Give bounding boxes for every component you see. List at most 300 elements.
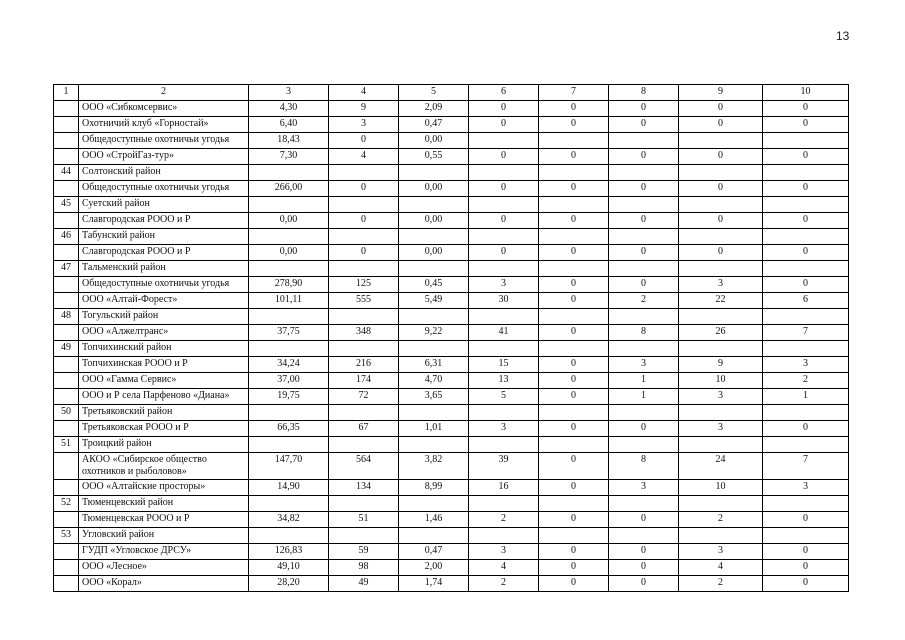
value-cell-col-10: 0 xyxy=(763,544,849,560)
value-cell-col-5: 1,46 xyxy=(399,512,469,528)
value-cell-col-9: 4 xyxy=(679,560,763,576)
value-cell-col-4: 0 xyxy=(329,133,399,149)
empty-cell xyxy=(249,405,329,421)
district-row xyxy=(54,261,849,277)
district-name: Угловский район xyxy=(79,528,249,544)
value-cell-col-7: 0 xyxy=(539,421,609,437)
row-number-cell xyxy=(54,181,79,197)
value-cell-col-8: 0 xyxy=(609,512,679,528)
value-cell-col-8: 0 xyxy=(609,149,679,165)
column-header-2: 2 xyxy=(79,85,249,101)
value-cell-col-9: 2 xyxy=(679,512,763,528)
row-number-cell xyxy=(54,453,79,480)
empty-cell xyxy=(609,496,679,512)
organization-name: Общедоступные охотничьи угодья xyxy=(79,277,249,293)
value-cell-col-10: 0 xyxy=(763,576,849,592)
empty-cell xyxy=(763,528,849,544)
value-cell-col-5: 5,49 xyxy=(399,293,469,309)
value-cell-col-6: 41 xyxy=(469,325,539,341)
value-cell-col-8: 0 xyxy=(609,245,679,261)
value-cell-col-5: 1,01 xyxy=(399,421,469,437)
table-row xyxy=(54,293,849,309)
value-cell-col-5: 0,47 xyxy=(399,544,469,560)
district-name: Тальменский район xyxy=(79,261,249,277)
value-cell-col-4: 49 xyxy=(329,576,399,592)
district-name: Троицкий район xyxy=(79,437,249,453)
empty-cell xyxy=(249,496,329,512)
table-row xyxy=(54,117,849,133)
table-row xyxy=(54,389,849,405)
value-cell-col-9 xyxy=(679,133,763,149)
row-number-cell xyxy=(54,560,79,576)
empty-cell xyxy=(469,405,539,421)
empty-cell xyxy=(329,496,399,512)
value-cell-col-5: 3,82 xyxy=(399,453,469,480)
value-cell-col-6: 4 xyxy=(469,560,539,576)
value-cell-col-10: 0 xyxy=(763,101,849,117)
value-cell-col-3: 147,70 xyxy=(249,453,329,480)
empty-cell xyxy=(679,197,763,213)
empty-cell xyxy=(763,165,849,181)
value-cell-col-6 xyxy=(469,133,539,149)
value-cell-col-5: 1,74 xyxy=(399,576,469,592)
value-cell-col-8: 0 xyxy=(609,117,679,133)
value-cell-col-3: 14,90 xyxy=(249,480,329,496)
row-number-cell xyxy=(54,277,79,293)
value-cell-col-3: 126,83 xyxy=(249,544,329,560)
value-cell-col-8: 2 xyxy=(609,293,679,309)
table-row xyxy=(54,544,849,560)
empty-cell xyxy=(763,496,849,512)
empty-cell xyxy=(539,309,609,325)
empty-cell xyxy=(399,341,469,357)
column-header-5: 5 xyxy=(399,85,469,101)
empty-cell xyxy=(329,165,399,181)
empty-cell xyxy=(329,437,399,453)
value-cell-col-4: 98 xyxy=(329,560,399,576)
district-row xyxy=(54,496,849,512)
district-number: 48 xyxy=(54,309,79,325)
organization-name: Охотничий клуб «Горностай» xyxy=(79,117,249,133)
organization-name: Третьяковская РООО и Р xyxy=(79,421,249,437)
value-cell-col-10: 6 xyxy=(763,293,849,309)
value-cell-col-4: 555 xyxy=(329,293,399,309)
column-header-8: 8 xyxy=(609,85,679,101)
value-cell-col-10: 0 xyxy=(763,181,849,197)
district-name: Суетский район xyxy=(79,197,249,213)
value-cell-col-7: 0 xyxy=(539,560,609,576)
value-cell-col-10 xyxy=(763,133,849,149)
column-header-4: 4 xyxy=(329,85,399,101)
value-cell-col-5: 0,00 xyxy=(399,133,469,149)
organization-name: ООО «Сибкомсервис» xyxy=(79,101,249,117)
district-number: 46 xyxy=(54,229,79,245)
district-name: Табунский район xyxy=(79,229,249,245)
value-cell-col-4: 72 xyxy=(329,389,399,405)
empty-cell xyxy=(399,229,469,245)
value-cell-col-9: 22 xyxy=(679,293,763,309)
value-cell-col-7: 0 xyxy=(539,277,609,293)
value-cell-col-8: 0 xyxy=(609,101,679,117)
empty-cell xyxy=(539,261,609,277)
empty-cell xyxy=(763,341,849,357)
row-number-cell xyxy=(54,389,79,405)
value-cell-col-9: 0 xyxy=(679,213,763,229)
empty-cell xyxy=(763,309,849,325)
row-number-cell xyxy=(54,213,79,229)
value-cell-col-9: 3 xyxy=(679,277,763,293)
value-cell-col-6: 30 xyxy=(469,293,539,309)
organization-name: Славгородская РООО и Р xyxy=(79,213,249,229)
value-cell-col-6: 39 xyxy=(469,453,539,480)
empty-cell xyxy=(399,405,469,421)
empty-cell xyxy=(249,197,329,213)
row-number-cell xyxy=(54,101,79,117)
value-cell-col-8: 8 xyxy=(609,453,679,480)
value-cell-col-10: 0 xyxy=(763,277,849,293)
empty-cell xyxy=(329,229,399,245)
value-cell-col-5: 9,22 xyxy=(399,325,469,341)
district-number: 47 xyxy=(54,261,79,277)
empty-cell xyxy=(399,309,469,325)
value-cell-col-7: 0 xyxy=(539,101,609,117)
table-row xyxy=(54,576,849,592)
value-cell-col-8: 1 xyxy=(609,373,679,389)
value-cell-col-9: 9 xyxy=(679,357,763,373)
row-number-cell xyxy=(54,325,79,341)
value-cell-col-3: 7,30 xyxy=(249,149,329,165)
value-cell-col-8: 8 xyxy=(609,325,679,341)
value-cell-col-5: 0,00 xyxy=(399,181,469,197)
value-cell-col-7: 0 xyxy=(539,149,609,165)
district-name: Третьяковский район xyxy=(79,405,249,421)
value-cell-col-5: 0,45 xyxy=(399,277,469,293)
value-cell-col-9: 3 xyxy=(679,544,763,560)
value-cell-col-4: 67 xyxy=(329,421,399,437)
empty-cell xyxy=(399,496,469,512)
empty-cell xyxy=(679,165,763,181)
empty-cell xyxy=(763,405,849,421)
empty-cell xyxy=(399,437,469,453)
empty-cell xyxy=(249,165,329,181)
value-cell-col-9: 2 xyxy=(679,576,763,592)
value-cell-col-3: 266,00 xyxy=(249,181,329,197)
value-cell-col-10: 3 xyxy=(763,480,849,496)
organization-name: Общедоступные охотничьи угодья xyxy=(79,133,249,149)
value-cell-col-5: 0,47 xyxy=(399,117,469,133)
value-cell-col-5: 0,55 xyxy=(399,149,469,165)
empty-cell xyxy=(249,309,329,325)
organization-name: Топчихинская РООО и Р xyxy=(79,357,249,373)
value-cell-col-5: 0,00 xyxy=(399,213,469,229)
empty-cell xyxy=(679,341,763,357)
value-cell-col-3: 28,20 xyxy=(249,576,329,592)
value-cell-col-8: 0 xyxy=(609,544,679,560)
row-number-cell xyxy=(54,373,79,389)
value-cell-col-6: 0 xyxy=(469,245,539,261)
value-cell-col-10: 0 xyxy=(763,149,849,165)
empty-cell xyxy=(609,405,679,421)
value-cell-col-4: 0 xyxy=(329,181,399,197)
empty-cell xyxy=(539,405,609,421)
empty-cell xyxy=(609,437,679,453)
district-row xyxy=(54,437,849,453)
empty-cell xyxy=(329,341,399,357)
value-cell-col-8: 0 xyxy=(609,421,679,437)
district-number: 50 xyxy=(54,405,79,421)
value-cell-col-9: 3 xyxy=(679,389,763,405)
value-cell-col-3: 0,00 xyxy=(249,213,329,229)
table-row xyxy=(54,357,849,373)
table-row xyxy=(54,213,849,229)
organization-name: ООО и Р села Парфеново «Диана» xyxy=(79,389,249,405)
value-cell-col-7: 0 xyxy=(539,576,609,592)
value-cell-col-7 xyxy=(539,133,609,149)
value-cell-col-7: 0 xyxy=(539,181,609,197)
organization-name: ООО «Алжелтранс» xyxy=(79,325,249,341)
empty-cell xyxy=(679,309,763,325)
value-cell-col-6: 0 xyxy=(469,117,539,133)
value-cell-col-7: 0 xyxy=(539,245,609,261)
value-cell-col-9: 0 xyxy=(679,117,763,133)
empty-cell xyxy=(539,197,609,213)
value-cell-col-7: 0 xyxy=(539,293,609,309)
empty-cell xyxy=(679,405,763,421)
empty-cell xyxy=(469,496,539,512)
value-cell-col-3: 34,82 xyxy=(249,512,329,528)
value-cell-col-10: 7 xyxy=(763,325,849,341)
table-row xyxy=(54,245,849,261)
table-row xyxy=(54,421,849,437)
district-name: Тюменцевский район xyxy=(79,496,249,512)
value-cell-col-7: 0 xyxy=(539,373,609,389)
value-cell-col-4: 51 xyxy=(329,512,399,528)
district-number: 45 xyxy=(54,197,79,213)
empty-cell xyxy=(679,437,763,453)
table-row xyxy=(54,453,849,480)
empty-cell xyxy=(329,309,399,325)
row-number-cell xyxy=(54,357,79,373)
value-cell-col-5: 6,31 xyxy=(399,357,469,373)
district-name: Солтонский район xyxy=(79,165,249,181)
value-cell-col-3: 0,00 xyxy=(249,245,329,261)
value-cell-col-10: 0 xyxy=(763,512,849,528)
empty-cell xyxy=(469,309,539,325)
empty-cell xyxy=(539,229,609,245)
empty-cell xyxy=(679,229,763,245)
value-cell-col-3: 37,00 xyxy=(249,373,329,389)
value-cell-col-8: 0 xyxy=(609,213,679,229)
value-cell-col-4: 0 xyxy=(329,213,399,229)
value-cell-col-6: 15 xyxy=(469,357,539,373)
empty-cell xyxy=(399,197,469,213)
column-header-1: 1 xyxy=(54,85,79,101)
value-cell-col-9: 26 xyxy=(679,325,763,341)
empty-cell xyxy=(469,437,539,453)
row-number-cell xyxy=(54,480,79,496)
value-cell-col-10: 3 xyxy=(763,357,849,373)
table-row xyxy=(54,560,849,576)
value-cell-col-8: 0 xyxy=(609,560,679,576)
row-number-cell xyxy=(54,576,79,592)
value-cell-col-9: 3 xyxy=(679,421,763,437)
empty-cell xyxy=(539,341,609,357)
row-number-cell xyxy=(54,512,79,528)
empty-cell xyxy=(539,528,609,544)
value-cell-col-5: 2,00 xyxy=(399,560,469,576)
value-cell-col-6: 0 xyxy=(469,181,539,197)
district-row xyxy=(54,405,849,421)
value-cell-col-4: 3 xyxy=(329,117,399,133)
empty-cell xyxy=(609,309,679,325)
value-cell-col-7: 0 xyxy=(539,512,609,528)
value-cell-col-8: 3 xyxy=(609,480,679,496)
value-cell-col-5: 0,00 xyxy=(399,245,469,261)
value-cell-col-7: 0 xyxy=(539,453,609,480)
empty-cell xyxy=(609,341,679,357)
value-cell-col-3: 34,24 xyxy=(249,357,329,373)
empty-cell xyxy=(249,528,329,544)
organization-name: Общедоступные охотничьи угодья xyxy=(79,181,249,197)
empty-cell xyxy=(469,229,539,245)
value-cell-col-9: 24 xyxy=(679,453,763,480)
empty-cell xyxy=(469,165,539,181)
value-cell-col-6: 2 xyxy=(469,512,539,528)
column-header-6: 6 xyxy=(469,85,539,101)
value-cell-col-9: 0 xyxy=(679,181,763,197)
value-cell-col-7: 0 xyxy=(539,213,609,229)
value-cell-col-10: 1 xyxy=(763,389,849,405)
empty-cell xyxy=(329,528,399,544)
value-cell-col-4: 4 xyxy=(329,149,399,165)
value-cell-col-6: 13 xyxy=(469,373,539,389)
value-cell-col-5: 8,99 xyxy=(399,480,469,496)
empty-cell xyxy=(399,261,469,277)
row-number-cell xyxy=(54,149,79,165)
value-cell-col-4: 216 xyxy=(329,357,399,373)
empty-cell xyxy=(329,261,399,277)
organization-name: ООО «Гамма Сервис» xyxy=(79,373,249,389)
empty-cell xyxy=(539,165,609,181)
district-row xyxy=(54,197,849,213)
district-number: 52 xyxy=(54,496,79,512)
table-row xyxy=(54,480,849,496)
value-cell-col-9: 0 xyxy=(679,101,763,117)
empty-cell xyxy=(609,229,679,245)
value-cell-col-6: 3 xyxy=(469,544,539,560)
value-cell-col-5: 3,65 xyxy=(399,389,469,405)
empty-cell xyxy=(469,528,539,544)
organization-name: ООО «Алтай-Форест» xyxy=(79,293,249,309)
value-cell-col-4: 9 xyxy=(329,101,399,117)
value-cell-col-6: 16 xyxy=(469,480,539,496)
value-cell-col-3: 101,11 xyxy=(249,293,329,309)
value-cell-col-4: 174 xyxy=(329,373,399,389)
row-number-cell xyxy=(54,293,79,309)
row-number-cell xyxy=(54,421,79,437)
organization-name: АКОО «Сибирское общество охотников и рыболовов» xyxy=(79,453,249,480)
district-number: 49 xyxy=(54,341,79,357)
district-row xyxy=(54,165,849,181)
empty-cell xyxy=(399,165,469,181)
value-cell-col-10: 2 xyxy=(763,373,849,389)
value-cell-col-3: 37,75 xyxy=(249,325,329,341)
table-row xyxy=(54,149,849,165)
value-cell-col-10: 0 xyxy=(763,421,849,437)
empty-cell xyxy=(679,261,763,277)
district-row xyxy=(54,341,849,357)
district-number: 51 xyxy=(54,437,79,453)
value-cell-col-5: 2,09 xyxy=(399,101,469,117)
value-cell-col-4: 59 xyxy=(329,544,399,560)
data-table xyxy=(53,84,849,592)
value-cell-col-7: 0 xyxy=(539,117,609,133)
value-cell-col-9: 0 xyxy=(679,149,763,165)
value-cell-col-7: 0 xyxy=(539,389,609,405)
value-cell-col-6: 0 xyxy=(469,213,539,229)
column-header-10: 10 xyxy=(763,85,849,101)
empty-cell xyxy=(609,528,679,544)
value-cell-col-3: 18,43 xyxy=(249,133,329,149)
row-number-cell xyxy=(54,117,79,133)
value-cell-col-3: 4,30 xyxy=(249,101,329,117)
value-cell-col-8: 1 xyxy=(609,389,679,405)
organization-name: ООО «Корал» xyxy=(79,576,249,592)
organization-name: ООО «Лесное» xyxy=(79,560,249,576)
table-row xyxy=(54,512,849,528)
value-cell-col-9: 0 xyxy=(679,245,763,261)
value-cell-col-8: 0 xyxy=(609,277,679,293)
header-row xyxy=(54,85,849,101)
value-cell-col-8 xyxy=(609,133,679,149)
value-cell-col-10: 0 xyxy=(763,213,849,229)
district-name: Топчихинский район xyxy=(79,341,249,357)
value-cell-col-3: 278,90 xyxy=(249,277,329,293)
value-cell-col-7: 0 xyxy=(539,480,609,496)
empty-cell xyxy=(469,197,539,213)
table-row xyxy=(54,277,849,293)
empty-cell xyxy=(763,437,849,453)
district-row xyxy=(54,528,849,544)
value-cell-col-9: 10 xyxy=(679,373,763,389)
value-cell-col-10: 0 xyxy=(763,245,849,261)
empty-cell xyxy=(609,197,679,213)
value-cell-col-9: 10 xyxy=(679,480,763,496)
empty-cell xyxy=(763,261,849,277)
empty-cell xyxy=(469,341,539,357)
empty-cell xyxy=(679,528,763,544)
value-cell-col-6: 2 xyxy=(469,576,539,592)
table-row xyxy=(54,181,849,197)
table-row xyxy=(54,373,849,389)
value-cell-col-6: 3 xyxy=(469,277,539,293)
value-cell-col-6: 5 xyxy=(469,389,539,405)
value-cell-col-7: 0 xyxy=(539,357,609,373)
page-number: 13 xyxy=(836,29,850,43)
district-name: Тогульский район xyxy=(79,309,249,325)
row-number-cell xyxy=(54,544,79,560)
table-body xyxy=(54,85,849,592)
district-row xyxy=(54,229,849,245)
column-header-3: 3 xyxy=(249,85,329,101)
district-row xyxy=(54,309,849,325)
value-cell-col-7: 0 xyxy=(539,325,609,341)
value-cell-col-6: 0 xyxy=(469,101,539,117)
empty-cell xyxy=(469,261,539,277)
value-cell-col-10: 0 xyxy=(763,560,849,576)
organization-name: ООО «Алтайские просторы» xyxy=(79,480,249,496)
district-number: 53 xyxy=(54,528,79,544)
